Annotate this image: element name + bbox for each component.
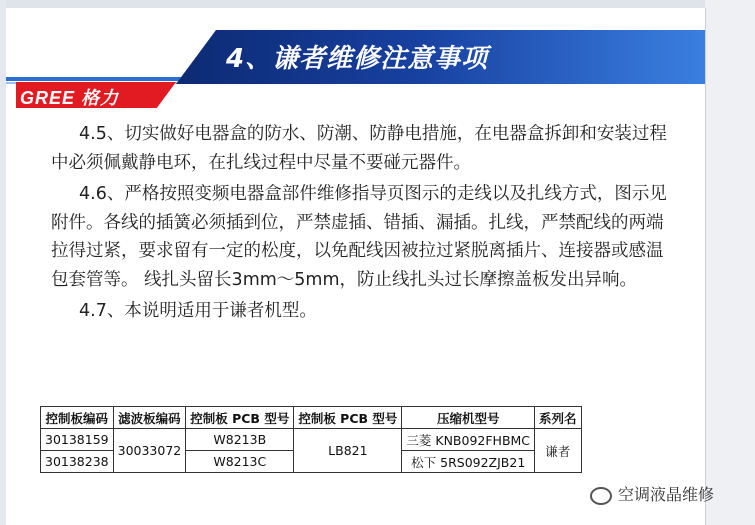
wechat-icon: [590, 487, 612, 505]
table-cell: 30138159: [41, 429, 114, 451]
table-header-cell: 控制板编码: [41, 407, 114, 429]
wechat-watermark: [590, 482, 714, 505]
watermark-text: 空调液晶维修: [618, 485, 715, 504]
table-cell: W8213C: [186, 451, 294, 473]
paragraph-4-5: 4.5、切实做好电器盒的防水、防潮、防静电措施，在电器盒拆卸和安装过程中必须佩戴静电环，在扎线过程中尽量不要碰元器件。: [51, 124, 667, 173]
table-cell: 三菱 KNB092FHBMC: [402, 429, 535, 451]
window-top-frame: [0, 0, 755, 8]
table-header-cell: 压缩机型号: [402, 407, 535, 429]
body-text: [51, 120, 671, 326]
table-cell: 谦者: [535, 429, 582, 473]
paragraph-4-7: 4.7、本说明适用于谦者机型。: [79, 301, 317, 321]
table-cell: W8213B: [186, 429, 294, 451]
table-cell: 30033072: [113, 429, 186, 473]
table-row: [41, 429, 582, 451]
table-cell: LB821: [294, 429, 402, 473]
table-header-cell: 系列名: [535, 407, 582, 429]
table-header-cell: 控制板 PCB 型号: [186, 407, 294, 429]
document-page: [6, 8, 706, 525]
window-right-frame: [705, 0, 755, 525]
gree-logo-text: GREE 格力: [20, 88, 120, 108]
spec-table: [40, 406, 582, 473]
table-header-cell: 滤波板编码: [113, 407, 186, 429]
table-cell: 30138238: [41, 451, 114, 473]
paragraph-4-6: 4.6、严格按照变频电器盒部件维修指导页图示的走线以及扎线方式，图示见附件。各线的插簧必须插到位，严禁虚插、错插、漏插。扎线，严禁配线的两端拉得过紧，要求留有一定的松度，以免配线因被拉过紧脱离插片、连接器或感温包套管等。 线扎头留长3mm～5mm，防止线扎头过长摩擦盖板发出异响。: [51, 184, 667, 290]
table-cell: 松下 5RS092ZJB21: [402, 451, 535, 473]
table-header-cell: 控制板 PCB 型号: [294, 407, 402, 429]
page-title: 4、谦者维修注意事项: [226, 44, 489, 74]
table-header-row: [41, 407, 582, 429]
